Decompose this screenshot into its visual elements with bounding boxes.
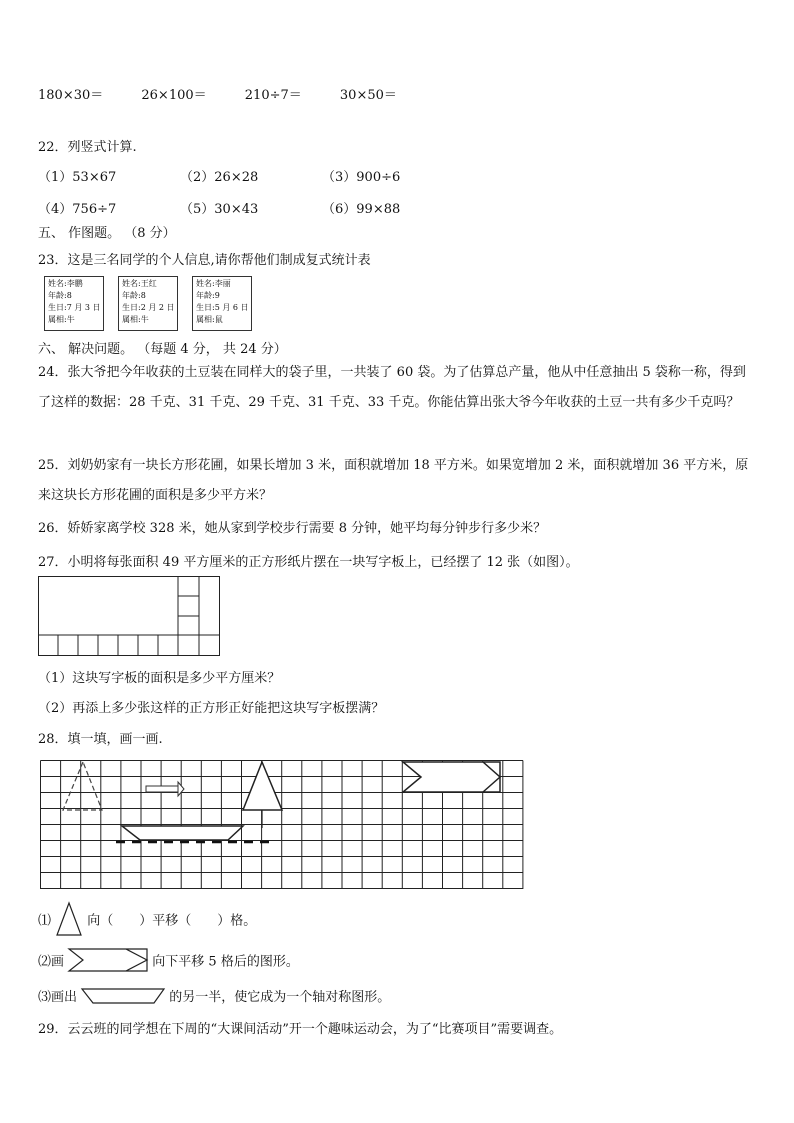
card-name: 姓名:王红 [122,279,157,288]
q22-item: （4）756÷7 [38,202,117,217]
q28-line1-text: 向（ ）平移（ ）格。 [87,913,257,929]
q28-line2-text: 向下平移 5 格后的图形。 [152,954,299,970]
card-name: 姓名:李丽 [196,279,231,288]
q22-item: （5）30×43 [180,202,259,217]
half-trapezoid-icon [81,988,165,1004]
half-trapezoid [122,826,243,840]
section-5-heading: 五、 作图题。 （8 分） [38,226,176,241]
q27-sub1: （1）这块写字板的面积是多少平方厘米？ [38,671,281,686]
arrow-shape-icon [68,948,148,972]
q22-item: （6）99×88 [322,202,401,217]
q24-text: 24．张大爷把今年收获的土豆装在同样大的袋子里，一共装了 60 袋。为了估算总产量，他从中任意抽出 5 袋称一称，得到了这样的数据：28 千克、31 千克、29 千克、31 千克、33 千克。你能估算出张大爷今年收获的土豆一共有多少千克吗？ [38,365,746,410]
triangle-icon [55,902,83,936]
q27-sub2: （2）再添上多少张这样的正方形正好能把这块写字板摆满？ [38,701,385,716]
q28-line3-text: 的另一半，使它成为一个轴对称图形。 [169,990,391,1005]
card-name: 姓名:李鹏 [48,279,83,288]
writing-board-figure [38,576,220,656]
info-card [44,276,104,331]
card-birthday: 生日:5 月 6 日 [196,303,249,312]
q28-title: 28．填一填，画一画. [38,732,163,747]
q29-text: 29．云云班的同学想在下周的“大课间活动”开一个趣味运动会，为了“比赛项目”需要调查。 [38,1022,563,1037]
q28-line1-prefix: ⑴ [38,913,52,929]
q26-text: 26．娇娇家离学校 328 米，她从家到学校步行需要 8 分钟，她平均每分钟步行多少米？ [38,521,547,536]
q23-title: 23．这是三名同学的个人信息,请你帮他们制成复式统计表 [38,253,371,268]
card-zodiac: 属相:鼠 [196,315,223,324]
dashed-triangle [63,762,102,810]
q22-item: （3）900÷6 [322,170,401,185]
calc-item: 210÷7＝ [244,88,302,103]
translation-arrow [146,782,184,796]
q25-text: 25．刘奶奶家有一块长方形花圃，如果长增加 3 米，面积就增加 18 平方米。如果宽增加 2 米，面积就增加 36 平方米，原来这块长方形花圃的面积是多少平方米？ [38,458,749,503]
calc-item: 30×50＝ [339,88,397,103]
card-age: 年龄:9 [196,291,220,300]
card-zodiac: 属相:牛 [48,315,75,324]
q28-line-1 [38,902,256,936]
calc-item: 180×30＝ [38,88,104,103]
section-6-heading: 六、 解决问题。 （每题 4 分， 共 24 分） [38,342,287,357]
info-card [192,276,252,331]
q22-title: 22．列竖式计算. [38,140,137,155]
info-card [118,276,178,331]
calc-item: 26×100＝ [141,88,207,103]
q28-line3-prefix: ⑶画出 [38,990,78,1005]
card-age: 年龄:8 [122,291,146,300]
card-birthday: 生日:2 月 2 日 [122,303,175,312]
card-zodiac: 属相:牛 [122,315,149,324]
q28-line-2 [38,948,299,972]
solid-triangle [243,762,282,810]
translation-grid-figure [40,760,524,890]
card-birthday: 生日:7 月 3 日 [48,303,101,312]
q22-item: （2）26×28 [180,170,259,185]
q28-line2-prefix: ⑵画 [38,954,65,970]
q28-line-3 [38,986,390,1005]
q27-title: 27．小明将每张面积 49 平方厘米的正方形纸片摆在一块写字板上，已经摆了 12 张（如图）。 [38,555,579,570]
oral-calc-row [38,84,431,103]
card-age: 年龄:8 [48,291,72,300]
q22-item: （1）53×67 [38,170,117,185]
